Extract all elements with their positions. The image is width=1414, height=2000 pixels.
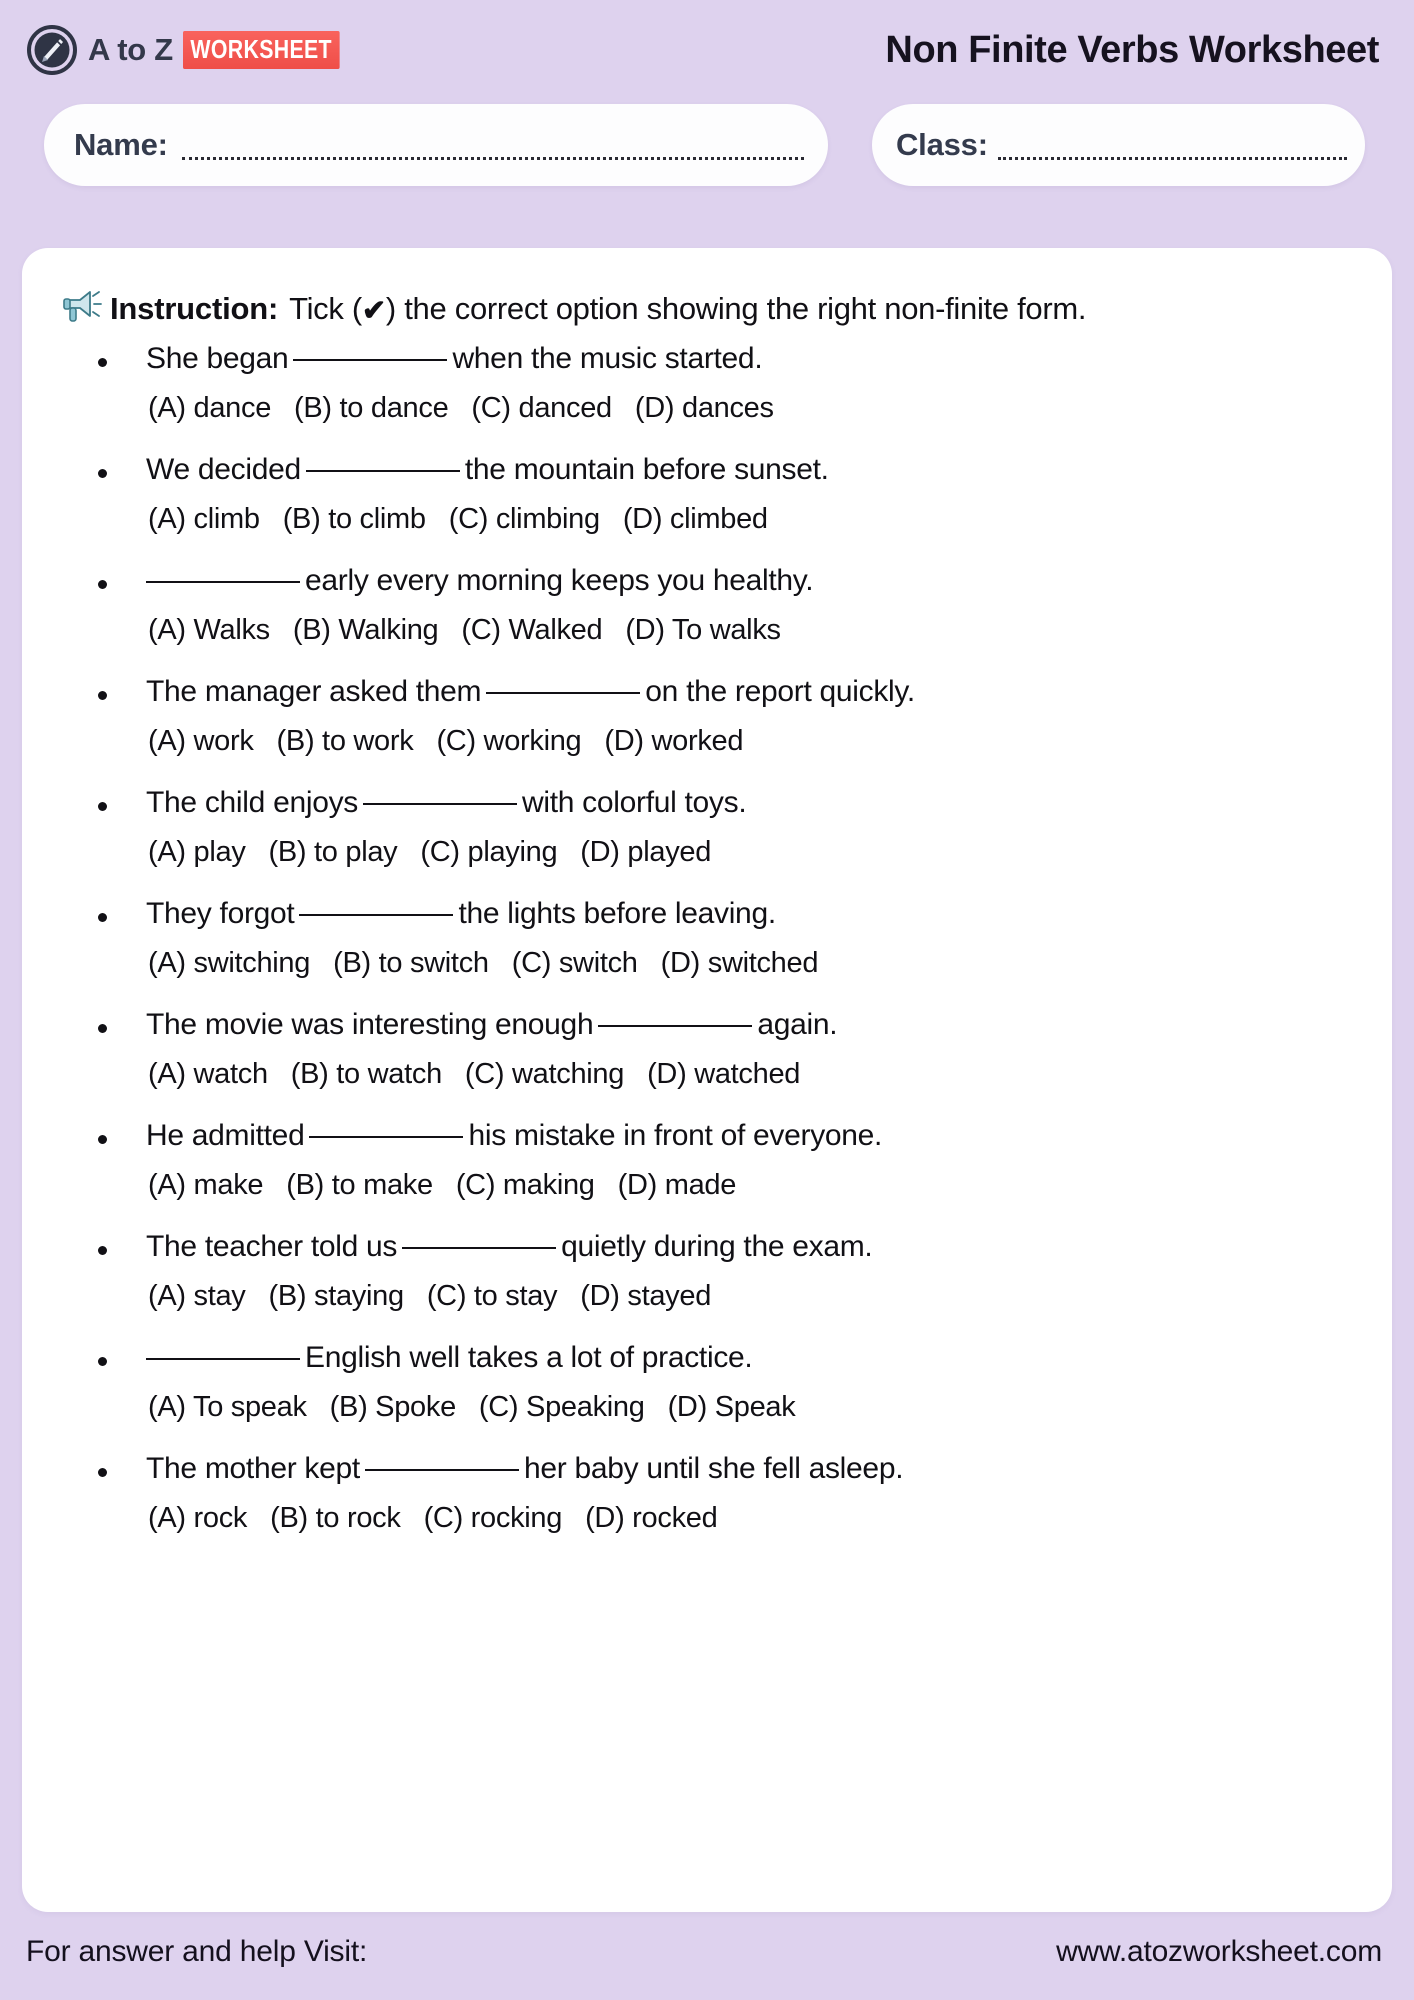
bullet-icon <box>98 358 107 367</box>
bullet-icon <box>98 691 107 700</box>
page-title: Non Finite Verbs Worksheet <box>885 28 1379 71</box>
option-choice[interactable]: (C) working <box>436 725 582 757</box>
brand-logo <box>26 24 373 76</box>
option-choice[interactable]: (B) to rock <box>270 1502 401 1534</box>
question-item <box>22 1228 1392 1339</box>
answer-blank[interactable] <box>146 1358 300 1360</box>
instruction-label: Instruction: <box>110 291 279 326</box>
question-text-before-blank: We decided <box>146 453 301 486</box>
question-text <box>146 1006 837 1044</box>
question-text-after-blank: on the report quickly. <box>645 675 915 708</box>
option-choice[interactable]: (A) play <box>148 836 246 868</box>
option-choice[interactable]: (C) watching <box>464 1058 625 1090</box>
name-field[interactable] <box>44 104 828 186</box>
question-item <box>22 895 1392 1006</box>
bullet-icon <box>98 1357 107 1366</box>
answer-blank[interactable] <box>146 581 300 583</box>
bullet-icon <box>98 1468 107 1477</box>
question-text-after-blank: early every morning keeps you healthy. <box>305 564 814 597</box>
option-choice[interactable]: (D) worked <box>604 725 744 757</box>
footer-website-link[interactable]: www.atozworksheet.com <box>1056 1935 1382 1968</box>
question-options <box>148 722 743 760</box>
option-choice[interactable]: (B) to make <box>286 1169 433 1201</box>
question-item <box>22 340 1392 451</box>
pen-circle-icon <box>26 24 78 76</box>
question-text <box>146 1228 872 1266</box>
check-icon: ✔ <box>361 295 386 327</box>
option-choice[interactable]: (D) stayed <box>580 1280 712 1312</box>
question-text-after-blank: with colorful toys. <box>521 786 747 819</box>
option-choice[interactable]: (A) work <box>148 725 254 757</box>
question-text-before-blank: The child enjoys <box>146 786 358 819</box>
question-text-after-blank: his mistake in front of everyone. <box>468 1119 883 1152</box>
name-label: Name: <box>74 127 168 162</box>
option-choice[interactable]: (B) to play <box>268 836 398 868</box>
option-choice[interactable]: (C) Speaking <box>478 1391 645 1423</box>
answer-blank[interactable] <box>486 692 640 694</box>
question-text <box>146 340 762 378</box>
brand-name: A to Z <box>88 32 173 67</box>
option-choice[interactable]: (C) climbing <box>448 503 600 535</box>
questions-list <box>22 340 1392 1561</box>
question-text-after-blank: the lights before leaving. <box>458 897 776 930</box>
option-choice[interactable]: (D) watched <box>647 1058 801 1090</box>
question-options <box>148 944 818 982</box>
question-options <box>148 1388 795 1426</box>
question-text-before-blank: He admitted <box>146 1119 305 1152</box>
option-choice[interactable]: (B) to work <box>276 725 414 757</box>
option-choice[interactable]: (C) Walked <box>461 614 603 646</box>
question-text <box>146 895 776 933</box>
question-text <box>146 673 915 711</box>
question-text <box>146 562 813 600</box>
option-choice[interactable]: (A) stay <box>148 1280 246 1312</box>
option-choice[interactable]: (A) make <box>148 1169 264 1201</box>
bullet-icon <box>98 1135 107 1144</box>
class-field[interactable] <box>872 104 1365 186</box>
question-options <box>148 500 768 538</box>
question-item <box>22 1450 1392 1561</box>
option-choice[interactable]: (A) To speak <box>148 1391 307 1423</box>
question-options <box>148 1277 711 1315</box>
answer-blank[interactable] <box>598 1025 752 1027</box>
question-text <box>146 784 746 822</box>
bullet-icon <box>98 1024 107 1033</box>
question-item <box>22 1006 1392 1117</box>
bullet-icon <box>98 913 107 922</box>
question-text-before-blank: The movie was interesting enough <box>146 1008 594 1041</box>
student-fields <box>0 104 1414 186</box>
answer-blank[interactable] <box>309 1136 463 1138</box>
instruction-row <box>60 281 1086 327</box>
option-choice[interactable]: (A) climb <box>148 503 260 535</box>
page-header <box>0 0 1414 100</box>
question-text-after-blank: the mountain before sunset. <box>464 453 829 486</box>
question-text <box>146 1450 903 1488</box>
answer-blank[interactable] <box>365 1469 519 1471</box>
footer-help-text: For answer and help Visit: <box>26 1935 368 1968</box>
question-options <box>148 833 711 871</box>
option-choice[interactable]: (B) staying <box>268 1280 404 1312</box>
question-text-before-blank: The teacher told us <box>146 1230 398 1263</box>
question-text-before-blank: The manager asked them <box>146 675 482 708</box>
answer-blank[interactable] <box>363 803 517 805</box>
option-choice[interactable]: (D) made <box>617 1169 737 1201</box>
page-footer <box>0 1920 1414 1984</box>
question-text <box>146 451 829 489</box>
question-text-before-blank: They forgot <box>146 897 295 930</box>
option-choice[interactable]: (B) to climb <box>282 503 426 535</box>
option-choice[interactable]: (C) danced <box>471 392 612 424</box>
option-choice[interactable]: (C) rocking <box>423 1502 563 1534</box>
instruction-after-tick: ) the correct option showing the right non-finite form. <box>385 291 1087 326</box>
option-choice[interactable]: (D) climbed <box>622 503 768 535</box>
answer-blank[interactable] <box>293 359 447 361</box>
option-choice[interactable]: (D) rocked <box>585 1502 718 1534</box>
class-label: Class: <box>896 127 988 162</box>
option-choice[interactable]: (D) played <box>580 836 712 868</box>
question-item <box>22 451 1392 562</box>
question-text-after-blank: her baby until she fell asleep. <box>523 1452 904 1485</box>
option-choice[interactable]: (B) Spoke <box>329 1391 456 1423</box>
option-choice[interactable]: (A) dance <box>148 392 272 424</box>
option-choice[interactable]: (B) to watch <box>290 1058 442 1090</box>
question-text-after-blank: quietly during the exam. <box>561 1230 873 1263</box>
answer-blank[interactable] <box>299 914 453 916</box>
question-text-after-blank: again. <box>757 1008 838 1041</box>
brand-badge: WORKSHEET <box>183 31 339 69</box>
option-choice[interactable]: (A) watch <box>148 1058 268 1090</box>
question-text-before-blank: The mother kept <box>146 1452 360 1485</box>
option-choice[interactable]: (D) To walks <box>625 614 781 646</box>
question-text-before-blank: She began <box>146 342 289 375</box>
question-options <box>148 389 774 427</box>
option-choice[interactable]: (A) rock <box>148 1502 248 1534</box>
question-options <box>148 1166 736 1204</box>
option-choice[interactable]: (A) switching <box>148 947 311 979</box>
name-input-line[interactable] <box>182 157 804 160</box>
option-choice[interactable]: (D) dances <box>634 392 774 424</box>
instruction-before-tick: Tick ( <box>289 291 362 326</box>
instruction-text <box>289 291 1086 327</box>
question-item <box>22 673 1392 784</box>
question-options <box>148 611 781 649</box>
option-choice[interactable]: (A) Walks <box>148 614 270 646</box>
question-text-after-blank: English well takes a lot of practice. <box>305 1341 753 1374</box>
option-choice[interactable]: (B) to switch <box>333 947 489 979</box>
option-choice[interactable]: (D) Speak <box>667 1391 796 1423</box>
question-text <box>146 1339 752 1377</box>
worksheet-card <box>22 248 1392 1912</box>
question-text <box>146 1117 882 1155</box>
megaphone-icon <box>60 287 102 325</box>
option-choice[interactable]: (D) switched <box>660 947 819 979</box>
answer-blank[interactable] <box>306 470 460 472</box>
question-options <box>148 1499 717 1537</box>
question-text-after-blank: when the music started. <box>452 342 763 375</box>
option-choice[interactable]: (C) playing <box>420 836 558 868</box>
bullet-icon <box>98 802 107 811</box>
option-choice[interactable]: (C) making <box>455 1169 595 1201</box>
option-choice[interactable]: (B) Walking <box>292 614 439 646</box>
class-input-line[interactable] <box>998 157 1347 160</box>
question-item <box>22 1117 1392 1228</box>
option-choice[interactable]: (C) to stay <box>426 1280 558 1312</box>
bullet-icon <box>98 469 107 478</box>
question-item <box>22 1339 1392 1450</box>
bullet-icon <box>98 580 107 589</box>
bullet-icon <box>98 1246 107 1255</box>
question-item <box>22 784 1392 895</box>
option-choice[interactable]: (B) to dance <box>294 392 449 424</box>
answer-blank[interactable] <box>402 1247 556 1249</box>
option-choice[interactable]: (C) switch <box>511 947 638 979</box>
question-item <box>22 562 1392 673</box>
question-options <box>148 1055 800 1093</box>
